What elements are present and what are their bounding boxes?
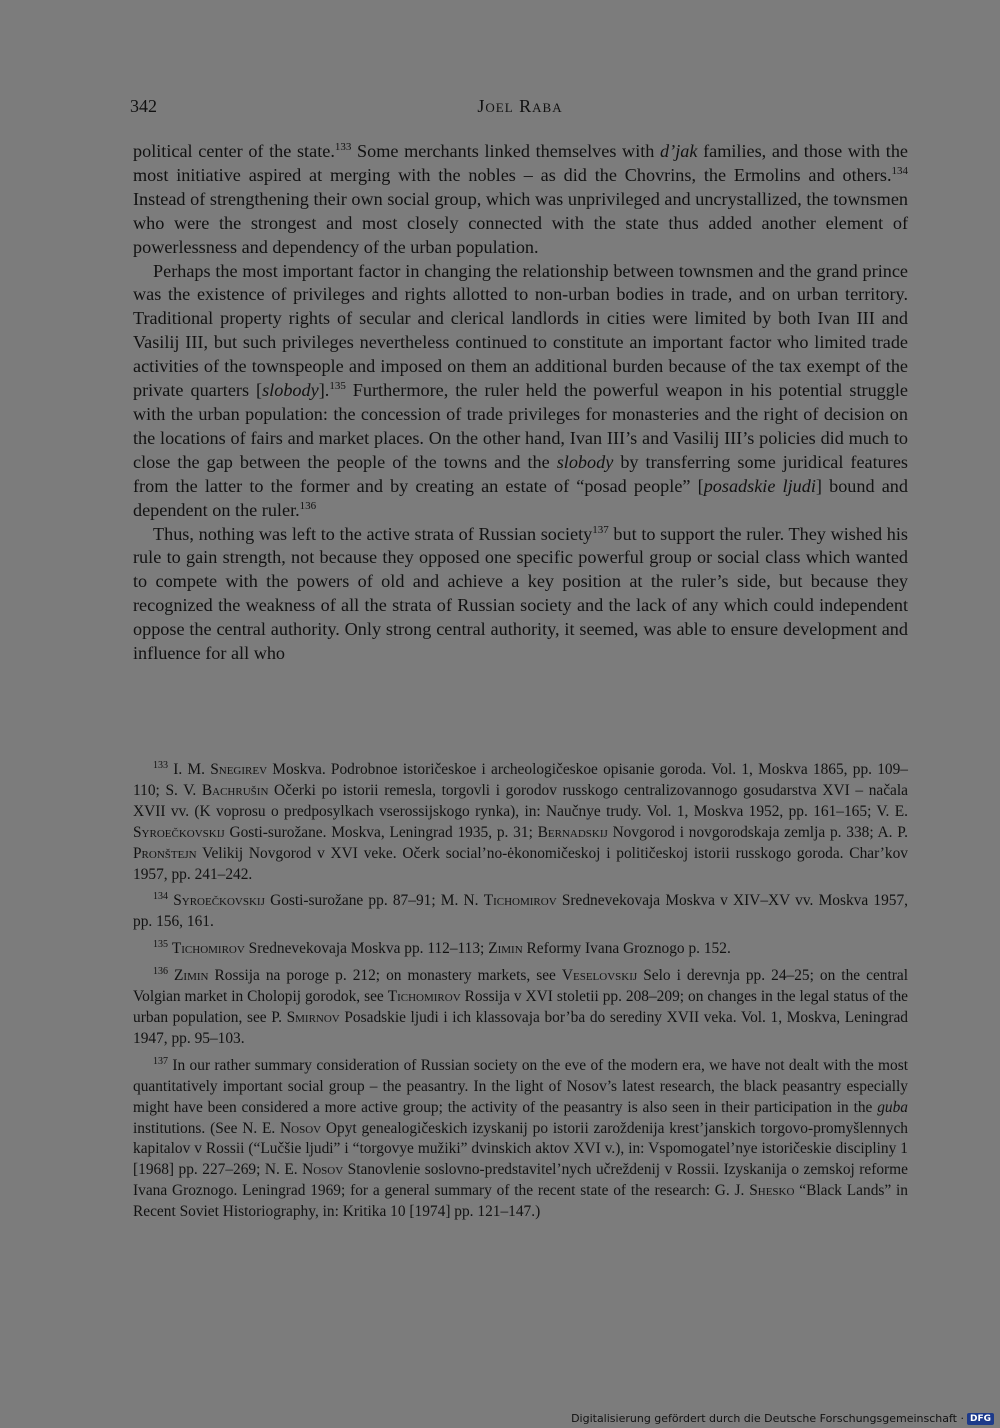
paragraph-3: Thus, nothing was left to the active strata of Russian society$^{137}$ but to support the ruler. They wished his rule to gain strength, not because they opposed one specific powerful group or social class which wanted to compete with the powers of old and achieve a key position at the ruler’s side, but because they recognized the weakness of all the strata of Russian society and the lack of any which could independent oppose the central authority. Only strong central authority, it seemed, was able to ensure development and influence for all who	[133, 523, 908, 664]
page-number: 342	[130, 96, 157, 116]
footnote-134: $^{134}$ Syroečkovskij Gosti-surožane pp. 87–91; M. N. Tichomirov Srednevekovaja Moskva v XIV–XV vv. Moskva 1957, pp. 156, 161.	[133, 891, 909, 931]
footnote-135: $^{135}$ Tichomirov Srednevekovaja Moskva pp. 112–113; Zimin Reformy Ivana Groznogo p. 152.	[153, 939, 731, 958]
paragraph-2: Perhaps the most important factor in changing the relationship between townsmen and the grand prince was the existence of privileges and rights allotted to non-urban bodies in trade, and on urban territory. Traditional property rights of secular and clerical landlords in cities were limited by both Ivan III and Vasilij III, but such privileges nevertheless continued to constitute an important factor who limited trade activities of the townspeople and imposed on them an additional burden because of the tax exempt of the private quarters [slobody].$^{135}$ Furthermore, the ruler held the powerful weapon in his potential struggle with the urban population: the concession of trade privileges for monasteries and the right of decision on the locations of fairs and market places. On the other hand, Ivan III’s and Vasilij III’s policies did much to close the gap between the people of the towns and the slobody by transferring some juridical features from the latter to the former and by creating an estate of “posad people” [posadskie ljudi] bound and dependent on the ruler.$^{136}$	[133, 260, 908, 520]
watermark-text: Digitalisierung gefördert durch die Deutsche Forschungsgemeinschaft ·	[571, 1412, 964, 1425]
dfg-logo: DFG	[967, 1413, 994, 1425]
running-head: Joel Raba	[477, 96, 563, 116]
footnotes	[133, 760, 908, 1229]
footnote-ref-136[interactable]: 136	[299, 499, 317, 512]
footnote-ref-137[interactable]: 137	[592, 523, 609, 536]
paragraph-1: political center of the state.$^{133}$ Some merchants linked themselves with d’jak families, and those with the most initiative aspired at merging with the nobles – as did the Chovrins, the Ermolins and others.$^{134}$ Instead of strengthening their own social group, which was unprivileged and uncrystallized, the townsmen who were the strongest and most closely connected with the state thus added another element of powerlessness and dependency of the urban population.	[133, 140, 909, 257]
body-text	[133, 140, 908, 666]
footnote-136: $^{136}$ Zimin Rossija na poroge p. 212; on monastery markets, see Veselovskij Selo i derevnja pp. 24–25; on the central Volgian market in Cholopij gorodok, see Tichomirov Rossija v XVI stoletii pp. 208–209; on changes in the legal status of the urban population, see P. Smirnov Posadskie ljudi i ich klassovaja bor’ba do serediny XVII veka. Vol. 1, Moskva, Leningrad 1947, pp. 95–103.	[133, 966, 908, 1047]
footnote-133: $^{133}$ I. M. Snegirev Moskva. Podrobnoe istoričeskoe i archeologičeskoe opisanie goroda. Vol. 1, Moskva 1865, pp. 109–110; S. V. Bachrušin Očerki po istorii remesla, torgovli i gorodov russkogo centralizovannogo gosudarstva XVI – načala XVII vv. (K voprosu o predposylkach vserossijskogo rynka), in: Naučnye trudy. Vol. 1, Moskva 1952, pp. 161–165; V. E. Syroečkovskij Gosti-surožane. Moskva, Leningrad 1935, p. 31; Bernadskij Novgorod i novgorodskaja zemlja p. 338; A. P. Pronštejn Velikij Novgorod v XVI veke. Očerk social’no-ėkonomičeskoj i političeskoj istorii russkogo goroda. Char’kov 1957, pp. 241–242.	[133, 759, 908, 883]
footnote-ref-135[interactable]: 135	[329, 380, 346, 392]
footnote-ref-133[interactable]: 133	[334, 140, 352, 153]
footnote-ref-134[interactable]: 134	[891, 164, 908, 177]
page-header	[130, 96, 910, 122]
footnote-137: $^{137}$ In our rather summary consideration of Russian society on the eve of the modern era, we have not dealt with the most quantitatively important social group – the peasantry. In the light of Nosov’s latest research, the black peasantry especially might have been considered a more active group; the activity of the peasantry is also seen in their participation in the guba institutions. (See N. E. Nosov Opyt genealogičeskich izyskanij po istorii zaroždenija krest’janskich torgovo-promyšlennych kapitalov v Rossii (“Lučšie ljudi” i “torgovye mužiki” dvinskich aktov XVI v.), in: Vspomogatel’nye istoričeskie discipliny 1 [1968] pp. 227–269; N. E. Nosov Stanovlenie soslovno-predstavitel’nych učreždenij v Rossii. Izyskanija o zemskoj reforme Ivana Groznogo. Leningrad 1969; for a general summary of the recent state of the research: G. J. Shesko “Black Lands” in Recent Soviet Historiography, in: Kritika 10 [1974] pp. 121–147.)	[133, 1055, 908, 1221]
dfg-watermark	[571, 1412, 994, 1425]
